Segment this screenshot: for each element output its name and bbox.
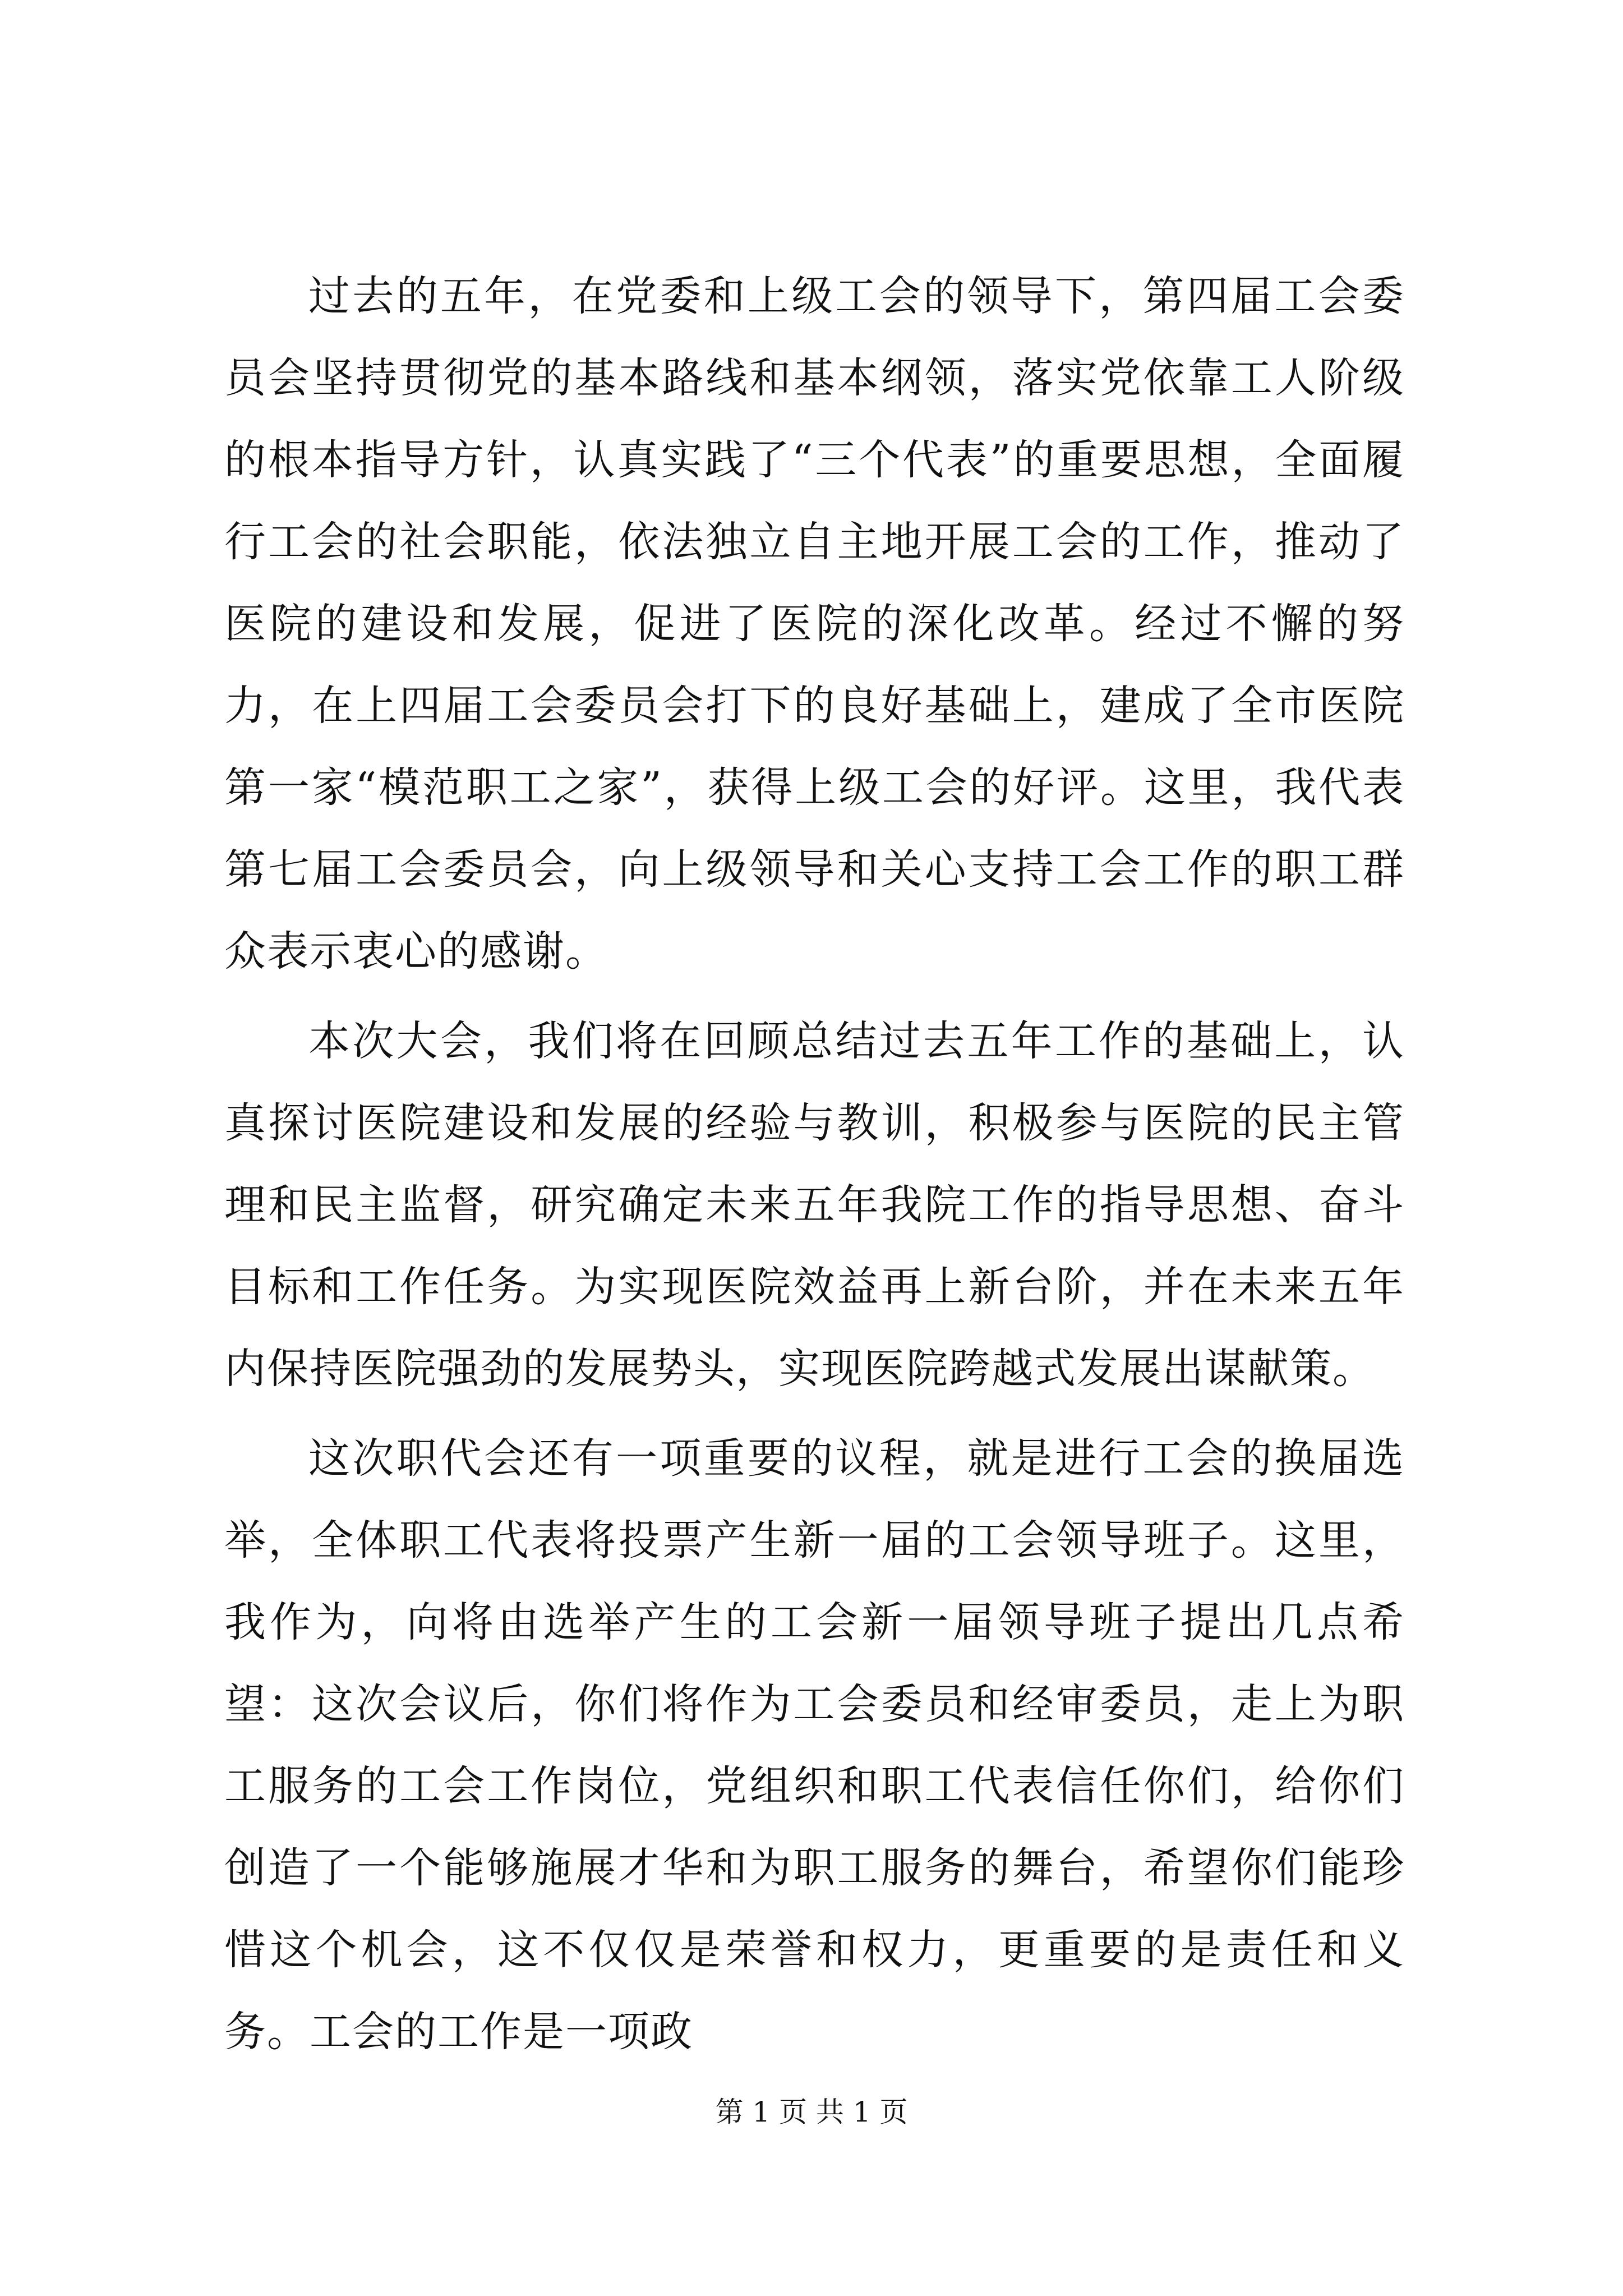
document-body [224, 255, 1405, 2081]
paragraph-2: 本次大会，我们将在回顾总结过去五年工作的基础上，认真探讨医院建设和发展的经验与教训，积极参与医院的民主管理和民主监督，研究确定未来五年我院工作的指导思想、奋斗目标和工作任务。为实现医院效益再上新台阶，并在未来五年内保持医院强劲的发展势头，实现医院跨越式发展出谋献策。 [224, 1017, 1405, 1393]
paragraph-3: 这次职代会还有一项重要的议程，就是进行工会的换届选举，全体职工代表将投票产生新一届的工会领导班子。这里，我作为，向将由选举产生的工会新一届领导班子提出几点希望：这次会议后，你们将作为工会委员和经审委员，走上为职工服务的工会工作岗位，党组织和职工代表信任你们，给你们创造了一个能够施展才华和为职工服务的舞台，希望你们能珍惜这个机会，这不仅仅是荣誉和权力，更重要的是责任和义务。工会的工作是一项政 [224, 1434, 1405, 2056]
page-footer: 第 1 页 共 1 页 [715, 2096, 908, 2128]
paragraph-1: 过去的五年，在党委和上级工会的领导下，第四届工会委员会坚持贯彻党的基本路线和基本纲领，落实党依靠工人阶级的根本指导方针，认真实践了“三个代表”的重要思想，全面履行工会的社会职能，依法独立自主地开展工会的工作，推动了医院的建设和发展，促进了医院的深化改革。经过不懈的努力，在上四届工会委员会打下的良好基础上，建成了全市医院第一家“模范职工之家”，获得上级工会的好评。这里，我代表第七届工会委员会，向上级领导和关心支持工会工作的职工群众表示衷心的感谢。 [224, 272, 1405, 976]
